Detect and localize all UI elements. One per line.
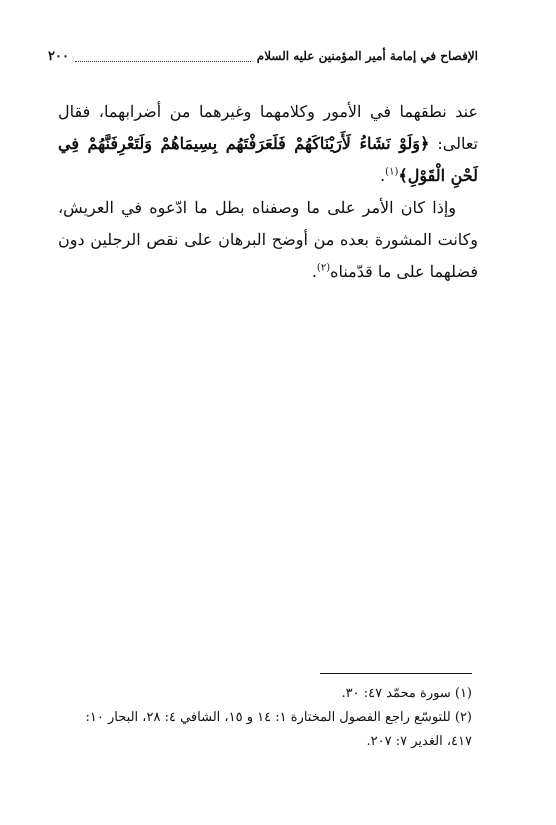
footnote-ref-2[interactable]: (٢) bbox=[316, 262, 331, 274]
paragraph-1-text: عند نطقهما في الأمور وكلامهما وغيرهما من أضرابهما، فقال تعالى: bbox=[58, 102, 479, 153]
header-title: الإفصاح في إمامة أمير المؤمنين عليه السلام bbox=[256, 49, 478, 63]
running-header bbox=[48, 44, 478, 68]
paragraph-1 bbox=[58, 96, 478, 192]
footnote-1: (١) سورة محمّد ٤٧: ٣٠. bbox=[341, 686, 472, 701]
footnotes bbox=[72, 682, 472, 754]
quran-verse: ﴿وَلَوْ نَشَاءُ لَأَرَيْنَاكَهُمْ فَلَعَرَفْتَهُم بِسِيمَاهُمْ وَلَتَعْرِفَنَّهُمْ فِي لَحْنِ الْقَوْلِ﴾ bbox=[58, 134, 478, 185]
footnote-2: (٢) للتوسّع راجع الفصول المختارة ١: ١٤ و ١٥، الشافي ٤: ٢٨، البحار ١٠: ٤١٧، الغدير ٧: ٢٠٧. bbox=[85, 710, 472, 749]
paragraph-2 bbox=[58, 192, 478, 288]
body-text bbox=[58, 96, 478, 288]
header-dot-leader bbox=[75, 51, 251, 62]
page-number: ٢٠٠ bbox=[48, 48, 69, 64]
footnote-separator bbox=[320, 673, 472, 674]
paragraph-2-end: . bbox=[311, 262, 317, 281]
paragraph-2-text: وإذا كان الأمر على ما وصفناه بطل ما ادّعوه في العريش، وكانت المشورة بعده من أوضح البرهان على نقص الرجلين دون فضلهما على ما قدّمناه bbox=[58, 198, 478, 281]
paragraph-1-end: . bbox=[380, 166, 386, 185]
footnote-ref-1[interactable]: (١) bbox=[385, 166, 399, 178]
